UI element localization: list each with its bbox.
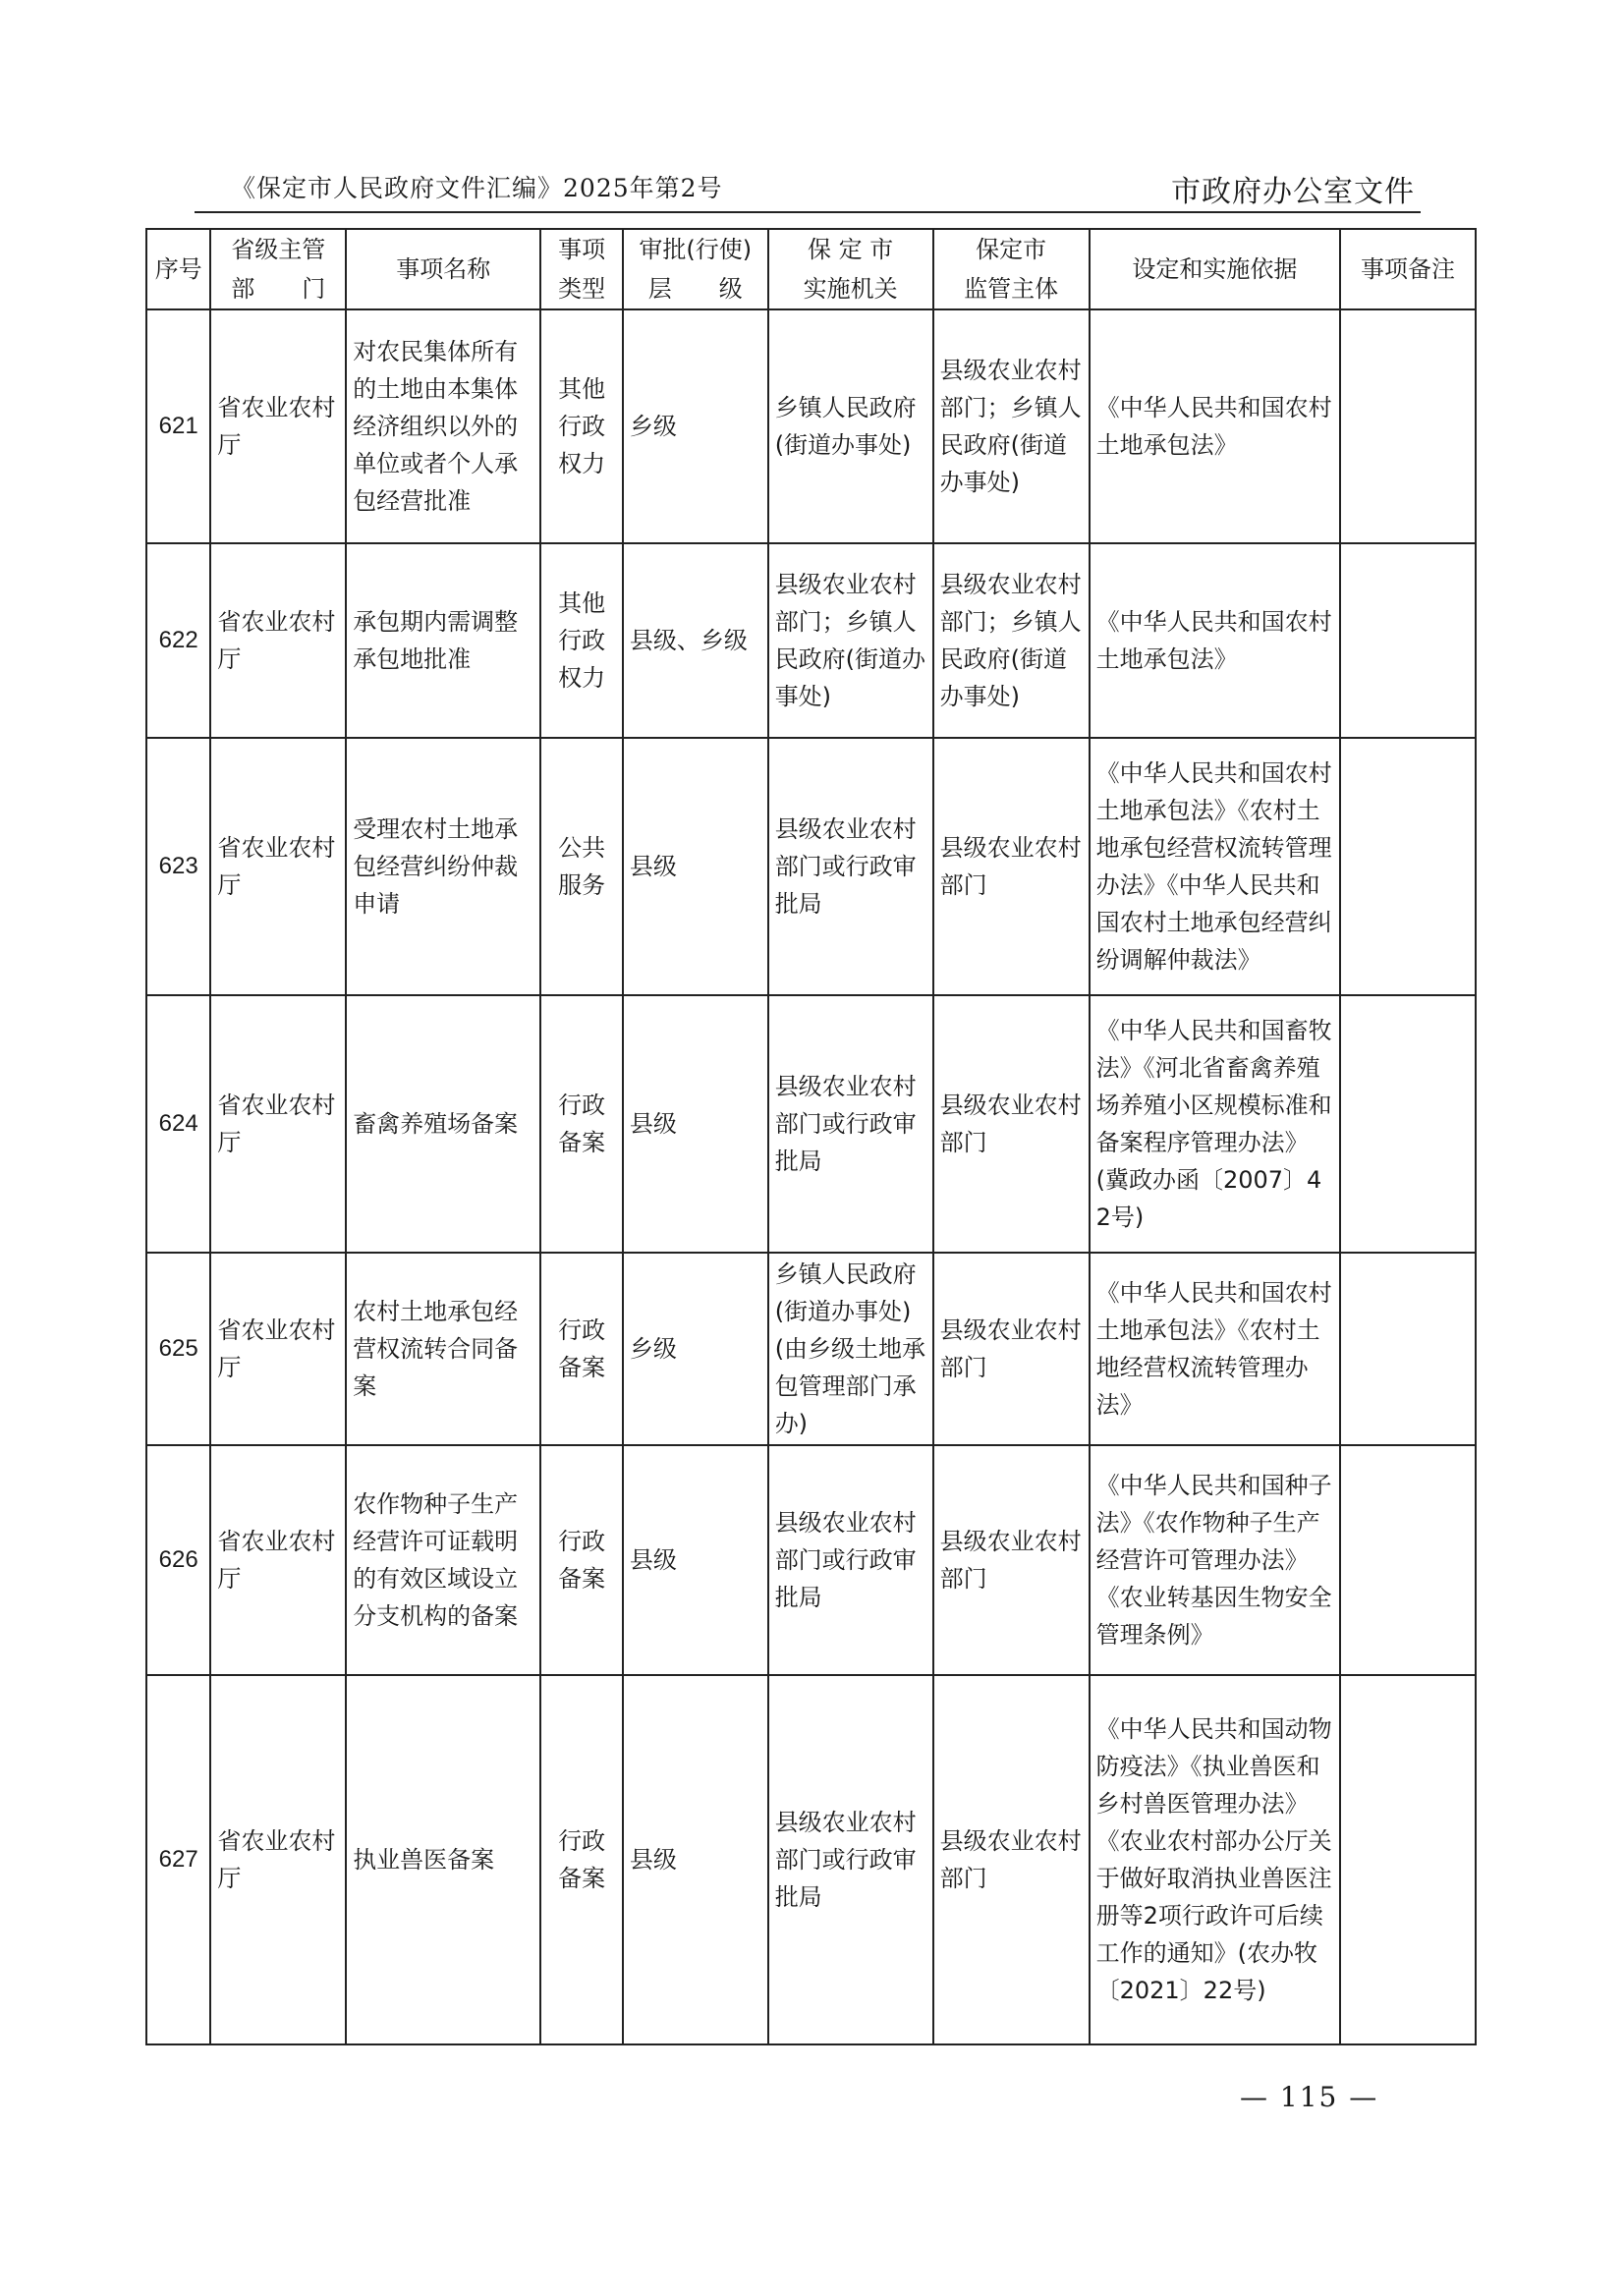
- row-remark: [1340, 309, 1476, 543]
- row-approval-level: 县级: [623, 995, 768, 1253]
- row-implementing-agency: 县级农业农村部门或行政审批局: [768, 995, 933, 1253]
- row-implementing-agency: 县级农业农村部门或行政审批局: [768, 738, 933, 995]
- table-row: [146, 1675, 1476, 2044]
- table-row: [146, 1445, 1476, 1675]
- row-supervisor: 县级农业农村部门；乡镇人民政府(街道办事处): [933, 309, 1090, 543]
- row-index: 624: [146, 995, 210, 1253]
- row-item-name: 农村土地承包经营权流转合同备案: [346, 1253, 540, 1445]
- row-remark: [1340, 1445, 1476, 1675]
- row-item-name: 受理农村土地承包经营纠纷仲裁申请: [346, 738, 540, 995]
- row-item-name: 承包期内需调整承包地批准: [346, 543, 540, 738]
- header-supervisor: 保定市 监管主体: [933, 229, 1090, 309]
- row-index: 625: [146, 1253, 210, 1445]
- row-supervisor: 县级农业农村部门: [933, 995, 1090, 1253]
- row-approval-level: 乡级: [623, 309, 768, 543]
- row-implementing-agency: 乡镇人民政府(街道办事处)(由乡级土地承包管理部门承办): [768, 1253, 933, 1445]
- row-remark: [1340, 738, 1476, 995]
- row-approval-level: 乡级: [623, 1253, 768, 1445]
- row-item-type: 行政备案: [540, 1675, 622, 2044]
- table-header-row: [146, 229, 1476, 309]
- row-supervisor: 县级农业农村部门；乡镇人民政府(街道办事处): [933, 543, 1090, 738]
- row-department: 省农业农村厅: [210, 309, 346, 543]
- row-department: 省农业农村厅: [210, 995, 346, 1253]
- row-item-name: 对农民集体所有的土地由本集体经济组织以外的单位或者个人承包经营批准: [346, 309, 540, 543]
- header-divider: [195, 211, 1421, 213]
- row-legal-basis: 《中华人民共和国农村土地承包法》: [1090, 309, 1341, 543]
- table-row: [146, 995, 1476, 1253]
- table-row: [146, 738, 1476, 995]
- header-department: 省级主管 部 门: [210, 229, 346, 309]
- row-implementing-agency: 县级农业农村部门或行政审批局: [768, 1675, 933, 2044]
- row-legal-basis: 《中华人民共和国农村土地承包法》《农村土地经营权流转管理办法》: [1090, 1253, 1341, 1445]
- row-implementing-agency: 乡镇人民政府(街道办事处): [768, 309, 933, 543]
- row-implementing-agency: 县级农业农村部门；乡镇人民政府(街道办事处): [768, 543, 933, 738]
- row-item-name: 农作物种子生产经营许可证载明的有效区域设立分支机构的备案: [346, 1445, 540, 1675]
- row-approval-level: 县级、乡级: [623, 543, 768, 738]
- items-table: [145, 228, 1477, 2045]
- row-legal-basis: 《中华人民共和国农村土地承包法》: [1090, 543, 1341, 738]
- row-item-type: 行政备案: [540, 1253, 622, 1445]
- row-item-type: 行政备案: [540, 1445, 622, 1675]
- row-supervisor: 县级农业农村部门: [933, 1445, 1090, 1675]
- row-index: 622: [146, 543, 210, 738]
- row-legal-basis: 《中华人民共和国畜牧法》《河北省畜禽养殖场养殖小区规模标准和备案程序管理办法》(冀政办函〔2007〕42号): [1090, 995, 1341, 1253]
- table-row: [146, 309, 1476, 543]
- row-index: 626: [146, 1445, 210, 1675]
- page-number: — 115 —: [1240, 2081, 1379, 2113]
- table-row: [146, 1253, 1476, 1445]
- row-approval-level: 县级: [623, 738, 768, 995]
- row-legal-basis: 《中华人民共和国动物防疫法》《执业兽医和乡村兽医管理办法》《农业农村部办公厅关于做好取消执业兽医注册等2项行政许可后续工作的通知》(农办牧〔2021〕22号): [1090, 1675, 1341, 2044]
- row-supervisor: 县级农业农村部门: [933, 1675, 1090, 2044]
- header-implementing-agency: 保 定 市 实施机关: [768, 229, 933, 309]
- header-index: 序号: [146, 229, 210, 309]
- row-supervisor: 县级农业农村部门: [933, 738, 1090, 995]
- row-item-name: 执业兽医备案: [346, 1675, 540, 2044]
- row-legal-basis: 《中华人民共和国农村土地承包法》《农村土地承包经营权流转管理办法》《中华人民共和国农村土地承包经营纠纷调解仲裁法》: [1090, 738, 1341, 995]
- publication-title: 《保定市人民政府文件汇编》2025年第2号: [231, 174, 723, 202]
- row-approval-level: 县级: [623, 1675, 768, 2044]
- row-item-type: 其他行政权力: [540, 309, 622, 543]
- header-item-type: 事项 类型: [540, 229, 622, 309]
- row-index: 627: [146, 1675, 210, 2044]
- row-department: 省农业农村厅: [210, 1445, 346, 1675]
- header-item-name: 事项名称: [346, 229, 540, 309]
- row-remark: [1340, 995, 1476, 1253]
- row-item-type: 公共服务: [540, 738, 622, 995]
- row-index: 621: [146, 309, 210, 543]
- header-legal-basis: 设定和实施依据: [1090, 229, 1341, 309]
- header-approval-level: 审批(行使) 层 级: [623, 229, 768, 309]
- row-supervisor: 县级农业农村部门: [933, 1253, 1090, 1445]
- table-row: [146, 543, 1476, 738]
- header-remark: 事项备注: [1340, 229, 1476, 309]
- document-category: 市政府办公室文件: [1171, 175, 1415, 209]
- row-department: 省农业农村厅: [210, 1253, 346, 1445]
- row-implementing-agency: 县级农业农村部门或行政审批局: [768, 1445, 933, 1675]
- row-item-name: 畜禽养殖场备案: [346, 995, 540, 1253]
- row-item-type: 行政备案: [540, 995, 622, 1253]
- row-approval-level: 县级: [623, 1445, 768, 1675]
- row-department: 省农业农村厅: [210, 1675, 346, 2044]
- row-item-type: 其他行政权力: [540, 543, 622, 738]
- row-department: 省农业农村厅: [210, 738, 346, 995]
- row-remark: [1340, 543, 1476, 738]
- row-index: 623: [146, 738, 210, 995]
- row-department: 省农业农村厅: [210, 543, 346, 738]
- row-legal-basis: 《中华人民共和国种子法》《农作物种子生产经营许可管理办法》《农业转基因生物安全管理条例》: [1090, 1445, 1341, 1675]
- row-remark: [1340, 1675, 1476, 2044]
- row-remark: [1340, 1253, 1476, 1445]
